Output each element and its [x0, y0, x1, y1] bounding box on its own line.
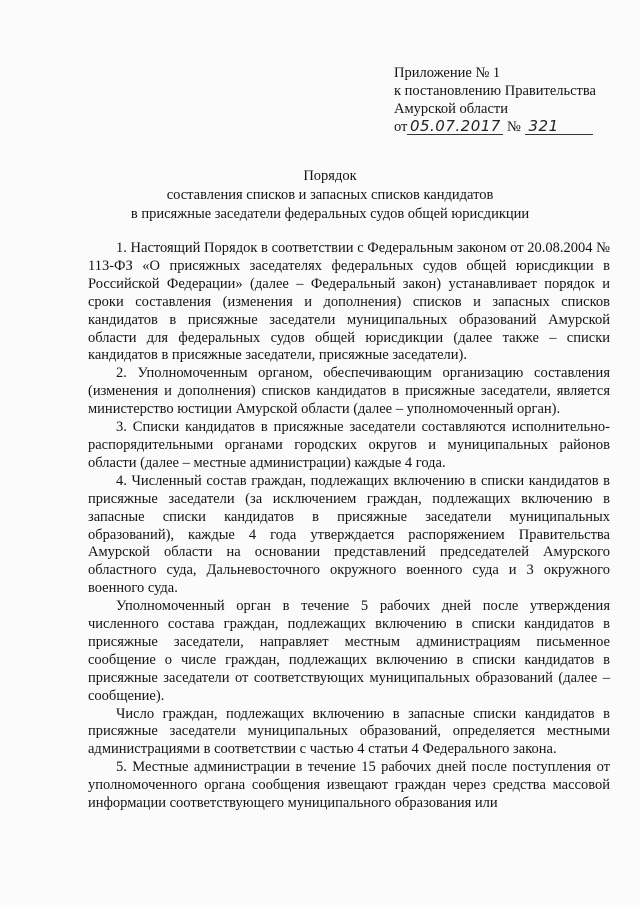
appendix-block: [394, 64, 624, 136]
handwritten-date: 05.07.2017: [407, 118, 503, 135]
date-prefix: от: [394, 119, 408, 135]
paragraph: 2. Уполномоченным органом, обеспечивающим организацию составления (изменения и дополнения) списков кандидатов в присяжные заседатели, является министерство юстиции Амурской области (далее – уполномоченный орган).: [88, 365, 610, 418]
paragraph: 4. Численный состав граждан, подлежащих включению в списки кандидатов в присяжные заседатели (за исключением граждан, подлежащих включению в запасные списки кандидатов в присяжные заседатели муниципальных образований), каждые 4 года утверждается распоряжением Правительства Амурской области на основании представлений председателей Амурского областного суда, Дальневосточного окружного военного суда и 3 окружного военного суда.: [88, 472, 610, 597]
appendix-date-number-line: [394, 118, 624, 136]
paragraph: 5. Местные администрации в течение 15 рабочих дней после поступления от уполномоченного органа сообщения извещают граждан через средства массовой информации соответствующего муниципального образования или: [88, 759, 610, 812]
appendix-region-line: Амурской области: [394, 101, 508, 117]
document-title: [60, 167, 600, 224]
document-body: [88, 240, 610, 813]
paragraph: Уполномоченный орган в течение 5 рабочих дней после утверждения численного состава граждан, подлежащих включению в списки кандидатов в присяжные заседатели, направляет местным администрациям письменное сообщение о числе граждан, подлежащих включению в списки кандидатов в присяжные заседатели от соответствующих муниципальных образований (далее – сообщение).: [88, 598, 610, 704]
paragraph: 1. Настоящий Порядок в соответствии с Федеральным законом от 20.08.2004 № 113-ФЗ «О присяжных заседателях федеральных судов общей юрисдикции в Российской Федерации» (далее – Федеральный закон) устанавливает порядок и сроки составления (изменения и дополнения) списков и запасных списков кандидатов в присяжные заседатели муниципальных образований Амурской области для федеральных судов общей юрисдикции (далее также – списки кандидатов в присяжные заседатели, присяжные заседатели).: [88, 240, 610, 364]
title-line-1: Порядок: [303, 168, 357, 184]
paragraph: Число граждан, подлежащих включению в запасные списки кандидатов в присяжные заседатели муниципальных образований, определяется местными администрациями в соответствии с частью 4 статьи 4 Федерального закона.: [88, 705, 610, 758]
paragraph: 3. Списки кандидатов в присяжные заседатели составляются исполнительно-распорядительными органами городских округов и муниципальных районов области (далее – местные администрации) каждые 4 года.: [88, 419, 610, 471]
title-line-2: составления списков и запасных списков кандидатов: [166, 187, 494, 203]
handwritten-number: 321: [525, 118, 593, 135]
number-prefix: №: [507, 119, 521, 135]
appendix-title: Приложение № 1: [394, 65, 501, 81]
title-line-3: в присяжные заседатели федеральных судов общей юрисдикции: [130, 206, 530, 222]
appendix-resolution-line: к постановлению Правительства: [394, 83, 596, 99]
